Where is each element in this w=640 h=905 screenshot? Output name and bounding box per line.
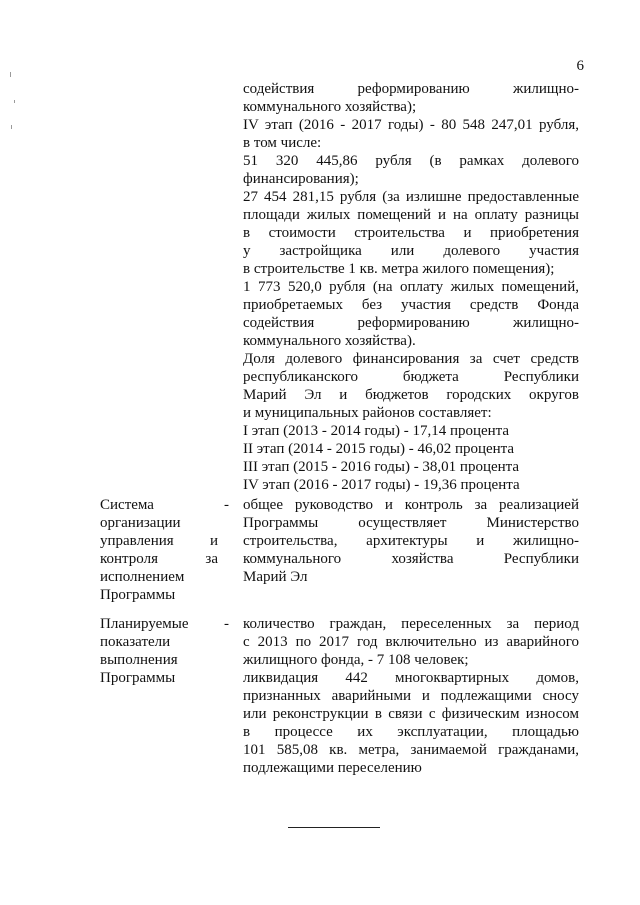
label-line: Система	[100, 497, 154, 513]
text-line: III этап (2015 - 2016 годы) - 38,01 процента	[243, 459, 520, 475]
text-line: подлежащими переселению	[243, 760, 422, 776]
text-line: II этап (2014 - 2015 годы) - 46,02 процента	[243, 441, 515, 457]
text-line: в стоимости строительства и приобретения	[243, 225, 579, 241]
text-line: ликвидация 442 многоквартирных домов,	[243, 670, 579, 686]
text-line: Марий Эл и бюджетов городских округов	[243, 387, 579, 403]
row-label	[100, 496, 218, 604]
text-line: содействия реформированию жилищно-	[243, 315, 579, 331]
text-line: приобретаемых без участия средств Фонда	[243, 297, 579, 313]
text-line: 101 585,08 кв. метра, занимаемой гражданами,	[243, 742, 579, 758]
text-line: IV этап (2016 - 2017 годы) - 80 548 247,01 рубля,	[243, 117, 579, 133]
text-line: коммунального хозяйства).	[243, 333, 416, 349]
separator-dash: -	[224, 616, 229, 632]
text-line: содействия реформированию жилищно-	[243, 81, 579, 97]
text-line: строительства, архитектуры и жилищно-	[243, 533, 579, 549]
text-line: 27 454 281,15 рубля (за излишне предоставленные	[243, 189, 579, 205]
text-line: общее руководство и контроль за реализацией	[243, 497, 579, 513]
label-line: Программы	[100, 587, 176, 603]
text-line: жилищного фонда, - 7 108 человек;	[243, 652, 469, 668]
text-line: в процессе их эксплуатации, площадью	[243, 724, 579, 740]
text-line: в строительстве 1 кв. метра жилого помещения);	[243, 261, 555, 277]
text-line: в том числе:	[243, 135, 322, 151]
label-line: выполнения	[100, 652, 178, 668]
row-label	[100, 615, 218, 687]
label-line: Планируемые	[100, 616, 189, 632]
scan-mark	[10, 72, 11, 77]
separator-dash: -	[224, 497, 229, 513]
text-line: Марий Эл	[243, 569, 308, 585]
text-line: 1 773 520,0 рубля (на оплату жилых помещений,	[243, 279, 579, 295]
label-line: исполнением	[100, 569, 185, 585]
funding-continuation-text	[243, 80, 579, 494]
label-line: контроля за	[100, 551, 218, 567]
scan-mark	[14, 100, 15, 103]
text-line: и муниципальных районов составляет:	[243, 405, 492, 421]
text-line: или реконструкции в связи с физическим износом	[243, 706, 579, 722]
footer-rule	[288, 827, 380, 828]
text-line: количество граждан, переселенных за период	[243, 616, 579, 632]
text-line: площади жилых помещений и на оплату разницы	[243, 207, 579, 223]
page-number: 6	[576, 58, 584, 74]
text-line: IV этап (2016 - 2017 годы) - 19,36 процента	[243, 477, 520, 493]
label-line: показатели	[100, 634, 171, 650]
text-line: коммунального хозяйства Республики	[243, 551, 579, 567]
text-line: признанных аварийными и подлежащими сносу	[243, 688, 579, 704]
text-line: у застройщика или долевого участия	[243, 243, 579, 259]
label-line: организации	[100, 515, 181, 531]
text-line: Программы осуществляет Министерство	[243, 515, 579, 531]
text-line: коммунального хозяйства);	[243, 99, 417, 115]
row-content	[243, 496, 579, 586]
text-line: финансирования);	[243, 171, 359, 187]
text-line: I этап (2013 - 2014 годы) - 17,14 процента	[243, 423, 510, 439]
text-line: с 2013 по 2017 год включительно из аварийного	[243, 634, 579, 650]
scan-mark	[11, 125, 12, 129]
text-line: 51 320 445,86 рубля (в рамках долевого	[243, 153, 579, 169]
text-line: Доля долевого финансирования за счет средств	[243, 351, 579, 367]
row-content	[243, 615, 579, 777]
text-line: республиканского бюджета Республики	[243, 369, 579, 385]
label-line: управления и	[100, 533, 218, 549]
label-line: Программы	[100, 670, 176, 686]
